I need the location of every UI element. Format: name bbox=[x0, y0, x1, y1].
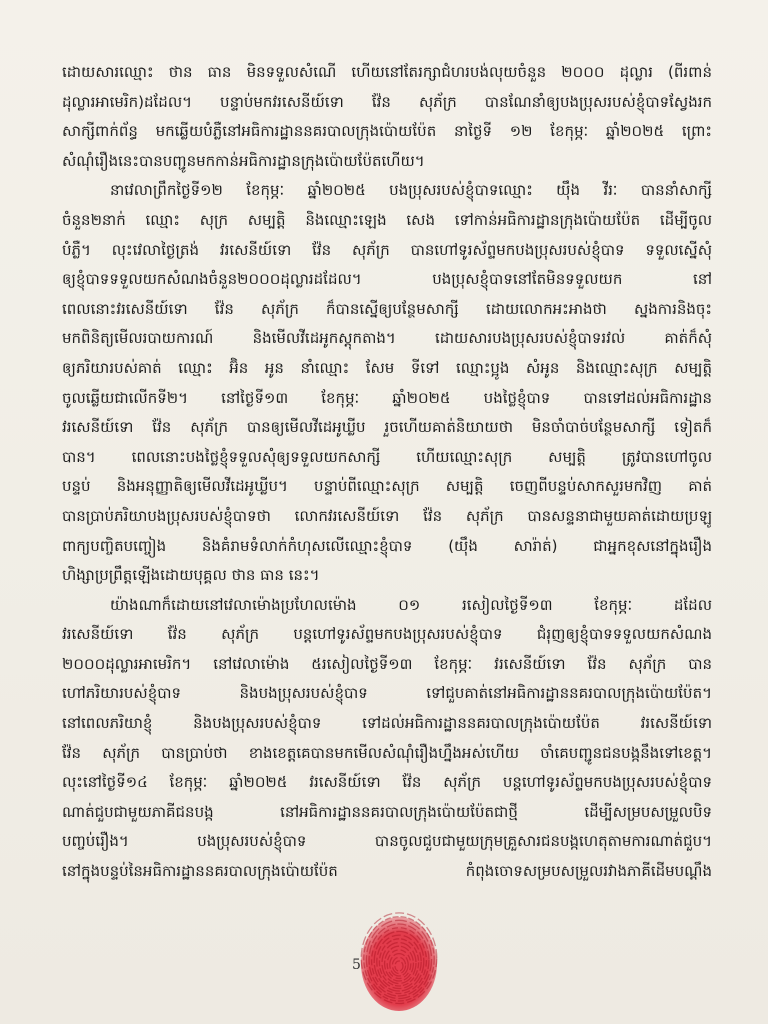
thumbprint-stamp bbox=[358, 908, 440, 1012]
text-line: វ៉ែន សុភ័ក្រ បានប្រាប់ថា ខាងខេត្តគេបានមកមើលសំណុំរឿងហ្នឹងអស់ហើយ ចាំគេបញ្ជូនជនបង្កនឹងទៅខេត្ត។ bbox=[62, 743, 712, 762]
text-line: ណាត់ជួបជាមួយភាគីជនបង្ក នៅអធិការដ្ឋាននគរបាលក្រុងប៉ោយប៉ែតជាថ្មី ដើម្បីសម្របសម្រួលបិទ bbox=[62, 802, 712, 821]
text-line: វរសេនីយ៍ទោ វ៉ែន សុភ័ក្រ បន្តហៅទូរស័ព្ទមកបងប្រុសរបស់ខ្ញុំបាទ ជំរុញឲ្យខ្ញុំបាទទទួលយកសំណង bbox=[62, 625, 712, 644]
page-number: 5 bbox=[352, 957, 361, 973]
text-line: វរសេនីយ៍ទោ វ៉ែន សុភ័ក្រ បានឲ្យមើលវីដេអូឃ្លីប រួចហើយគាត់និយាយថា មិនចាំបាច់បន្ថែមសាក្សី ទៀតក៏ bbox=[62, 418, 712, 437]
text-line: ឲ្យខ្ញុំបាទទទួលយកសំណងចំនួន២០០០ដុល្លារដដែល។ បងប្រុសខ្ញុំបាទនៅតែមិនទទួលយក នៅ bbox=[62, 270, 712, 289]
text-line: ហិង្សាប្រព្រឹត្តឡើងដោយបុគ្គល ថាន ធាន នេះ។ bbox=[62, 566, 320, 585]
text-line: ដោយសារឈ្មោះ ថាន ធាន មិនទទួលសំណើ ហើយនៅតែរក្សាជំហរបង់លុយចំនួន ២០០០ ដុល្លារ (ពីរពាន់ bbox=[62, 63, 712, 81]
text-line: យ៉ាងណាក៏ដោយនៅវេលាម៉ោងប្រហែលម៉ោង ០១ រសៀលថ្ងៃទី១៣ ខែកុម្ភៈ ដដែល bbox=[110, 595, 712, 614]
text-line: ហៅភរិយារបស់ខ្ញុំបាទ និងបងប្រុសរបស់ខ្ញុំបាទ ទៅជួបគាត់នៅអធិការដ្ឋាននគរបាលក្រុងប៉ោយប៉ែត។ bbox=[62, 684, 712, 703]
text-line: ពេលនោះវរសេនីយ៍ទោ វ៉ែន សុភ័ក្រ ក៏បានស្នើឲ្យបន្ថែមសាក្សី ដោយលោកអះអាងថា ស្នងការនិងចុះ bbox=[62, 299, 712, 318]
text-line: បំភ្លឺ។ លុះវេលាថ្ងៃត្រង់ វរសេនីយ៍ទោ វ៉ែន សុភ័ក្រ បានហៅទូរស័ព្ទមកបងប្រុសរបស់ខ្ញុំបាទ ទទួលស្នើសុំ bbox=[62, 240, 712, 259]
paragraph-2 bbox=[62, 176, 712, 590]
text-line: ឲ្យភរិយារបស់គាត់ ឈ្មោះ អ៊ិន អូន នាំឈ្មោះ សែម ទីទៅ ឈ្មោះប្អូង សំអូន និងឈ្មោះសុក្រ សម្បត្តិ bbox=[62, 358, 712, 377]
text-line: លុះនៅថ្ងៃទី១៤ ខែកុម្ភៈ ឆ្នាំ២០២៥ វរសេនីយ៍ទោ វ៉ែន សុភ័ក្រ បន្តហៅទូរស័ព្ទមកបងប្រុសរបស់ខ្ញុំបាទ bbox=[62, 773, 712, 792]
text-line: នាវេលាព្រឹកថ្ងៃទី១២ ខែកុម្ភៈ ឆ្នាំ២០២៥ បងប្រុសរបស់ខ្ញុំបាទឈ្មោះ យ៉ឹង វីរៈ បាននាំសាក្សី bbox=[110, 181, 712, 200]
paragraph-1 bbox=[62, 58, 712, 176]
paragraph-3 bbox=[62, 591, 712, 887]
text-line: បានប្រាប់ភរិយាបងប្រុសរបស់ខ្ញុំបាទថា លោកវរសេនីយ៍ទោ វ៉ែន សុភ័ក្រ បានសន្ទនាជាមួយគាត់ដោយប្រឡូ bbox=[62, 506, 712, 525]
text-line: ចំនួន២នាក់ ឈ្មោះ សុក្រ សម្បត្តិ និងឈ្មោះឡេង សេង ទៅកាន់អធិការដ្ឋានក្រុងប៉ោយប៉ែត ដើម្បីចូល bbox=[62, 210, 712, 229]
text-line: បញ្ចប់រឿង។ បងប្រុសរបស់ខ្ញុំបាទ បានចូលជួបជាមួយក្រុមគ្រួសារជនបង្កហេតុតាមការណាត់ជួប។ bbox=[62, 832, 712, 851]
text-line: បន្ទប់ និងអនុញ្ញាតិឲ្យមើលវីដេអូឃ្លីប។ បន្ទាប់ពីឈ្មោះសុក្រ សម្បត្តិ ចេញពីបន្ទប់សាកសួរមកវិញ គាត់ bbox=[62, 477, 712, 496]
text-line: នៅពេលភរិយាខ្ញុំ និងបងប្រុសរបស់ខ្ញុំបាទ ទៅដល់អធិការដ្ឋាននគរបាលក្រុងប៉ោយប៉ែត វរសេនីយ៍ទោ bbox=[62, 714, 712, 733]
text-line: ចូលឆ្លើយជាលើកទី២។ នៅថ្ងៃទី១៣ ខែកុម្ភៈ ឆ្នាំ២០២៥ បងថ្លៃខ្ញុំបាទ បានទៅដល់អធិការដ្ឋាន bbox=[62, 388, 712, 407]
text-line: ដុល្លារអាមេរិក)ដដែល។ បន្ទាប់មកវរសេនីយ៍ទោ វ៉ែន សុភ័ក្រ បានណែនាំឲ្យបងប្រុសរបស់ខ្ញុំបាទស្វែងរក bbox=[62, 92, 712, 111]
text-line: សំណុំរឿងនេះបានបញ្ជូនមកកាន់អធិការដ្ឋានក្រុងប៉ោយប៉ែតហើយ។ bbox=[62, 151, 425, 170]
text-line: មកពិនិត្យមើលរបាយការណ៍ និងមើលវីដេអូកស្តុកតាង។ ដោយសារបងប្រុសរបស់ខ្ញុំបាទរវល់ គាត់ក៏សុំ bbox=[62, 329, 712, 348]
body-text bbox=[62, 58, 712, 887]
text-line: នៅក្នុងបន្ទប់នៃអធិការដ្ឋាននគរបាលក្រុងប៉ោយប៉ែត កំពុងចោទសម្របសម្រួលរវាងភាគីដើមបណ្តឹង bbox=[62, 862, 712, 881]
text-line: សាក្សីពាក់ព័ន្ធ មកឆ្លើយបំភ្លឺនៅអធិការដ្ឋាននគរបាលក្រុងប៉ោយប៉ែត នាថ្ងៃទី ១២ ខែកុម្ភៈ ឆ្នាំ២០២៥ ព្រោះ bbox=[62, 122, 712, 141]
text-line: ពាក្យបញ្ចិតបញ្ចៀង និងគំរាមទំលាក់កំហុសលើឈ្មោះខ្ញុំបាទ (យ៉ឹង សារ៉ាត់) ជាអ្នកខុសនៅក្នុងរឿង bbox=[62, 536, 712, 555]
text-line: ២០០០ដុល្លារអាមេរិក។ នៅវេលាម៉ោង ៥រសៀលថ្ងៃទី១៣ ខែកុម្ភៈ វរសេនីយ៍ទោ វ៉ែន សុភ័ក្រ បាន bbox=[62, 654, 712, 673]
text-line: បាន។ ពេលនោះបងថ្លៃខ្ញុំទទួលសុំឲ្យទទួលយកសាក្សី ហើយឈ្មោះសុក្រ សម្បត្តិ ត្រូវបានហៅចូល bbox=[62, 447, 712, 466]
